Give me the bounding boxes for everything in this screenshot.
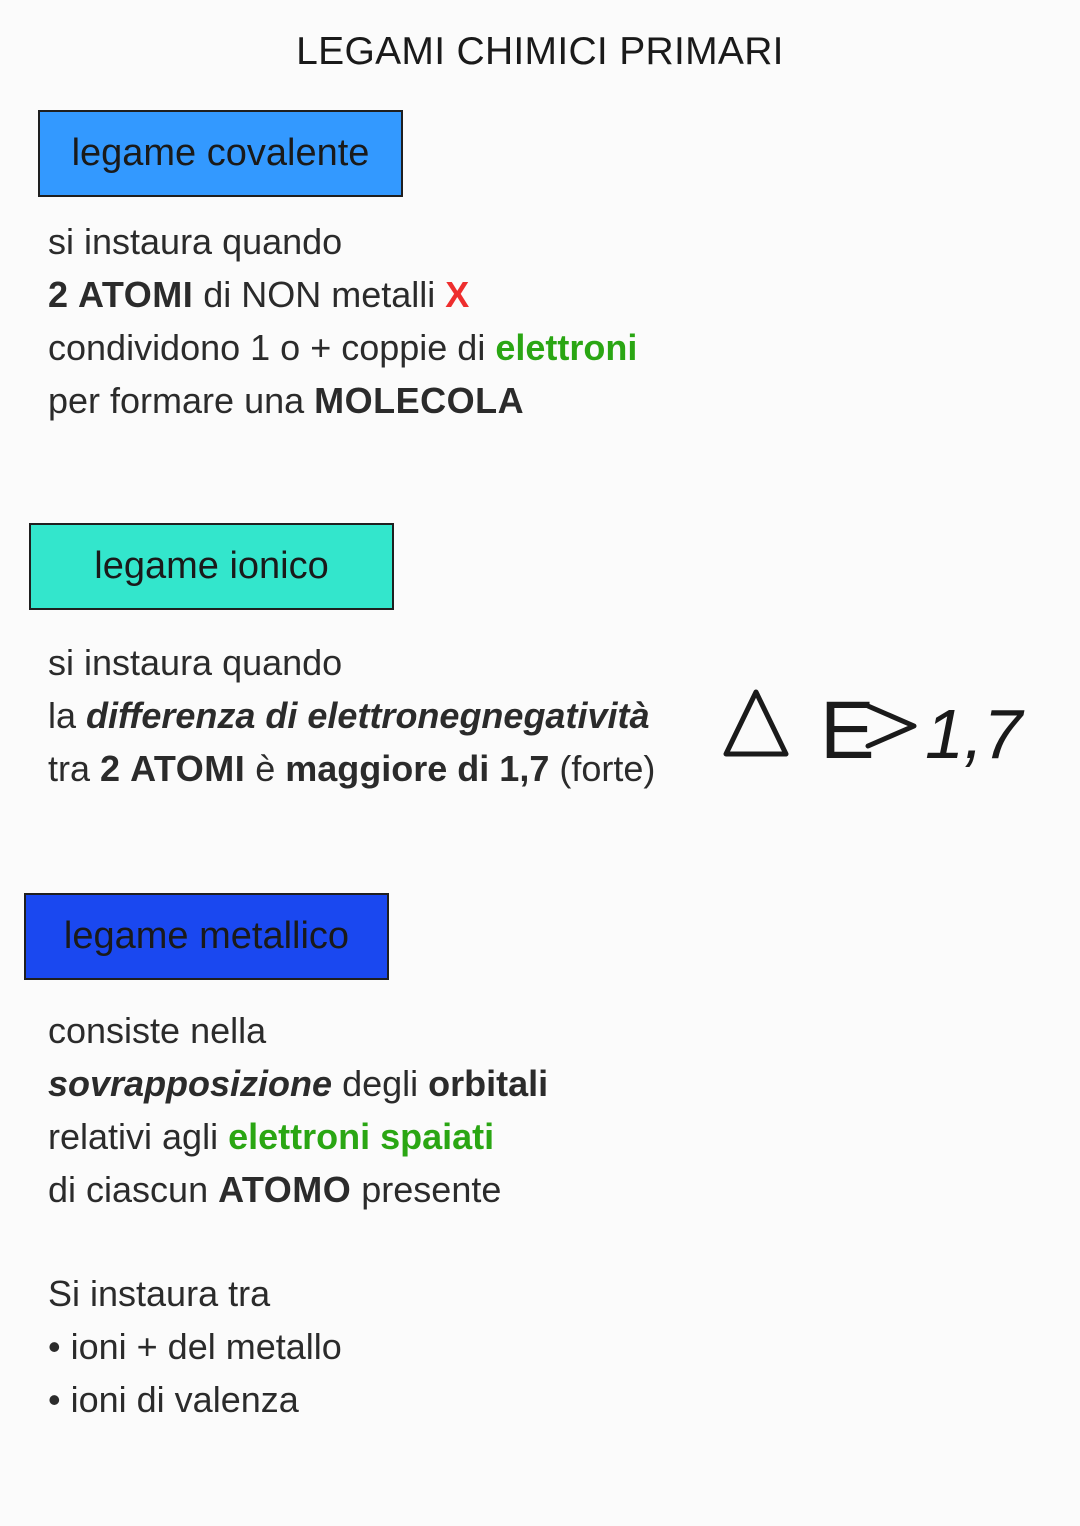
greater-than-sign bbox=[868, 706, 914, 746]
page-title: LEGAMI CHIMICI PRIMARI bbox=[296, 30, 784, 73]
metallico-atomo-label: ATOMO bbox=[218, 1169, 352, 1210]
ionico-line-3 bbox=[48, 742, 655, 795]
metallico-relativi-text: relativi agli bbox=[48, 1116, 229, 1157]
metallico-orbitali-highlight: orbitali bbox=[428, 1063, 549, 1104]
delta-triangle-icon bbox=[726, 692, 786, 754]
ionico-maggiore-highlight: maggiore di 1,7 bbox=[285, 748, 550, 789]
metallico-instaura-line: Si instaura tra bbox=[48, 1273, 271, 1314]
covalente-atom-count: 2 bbox=[48, 274, 69, 315]
metallico-line-1: consiste nella bbox=[48, 1010, 267, 1051]
covalente-molecola-label: MOLECOLA bbox=[314, 380, 525, 421]
covalente-line-4 bbox=[48, 374, 637, 427]
ionico-e-text: è bbox=[245, 748, 286, 789]
ionico-forte-text: (forte) bbox=[549, 748, 656, 789]
covalente-atomi-label: ATOMI bbox=[78, 274, 194, 315]
ionico-line-1: si instaura quando bbox=[48, 642, 343, 683]
red-x-mark: X bbox=[445, 274, 470, 315]
covalente-formare-text: per formare una bbox=[48, 380, 315, 421]
covalente-line-1: si instaura quando bbox=[48, 221, 343, 262]
formula-value: 1,7 bbox=[925, 695, 1023, 773]
ionico-line-2 bbox=[48, 689, 655, 742]
metallico-sovrapposizione-highlight: sovrapposizione bbox=[48, 1063, 333, 1104]
metallico-description bbox=[48, 1004, 548, 1216]
list-item: • ioni + del metallo bbox=[48, 1326, 342, 1367]
ionico-la-text: la bbox=[48, 695, 87, 736]
covalente-line-2 bbox=[48, 268, 637, 321]
metallico-line-2 bbox=[48, 1057, 548, 1110]
covalente-coppie-text: condividono 1 o + coppie di bbox=[48, 327, 496, 368]
metallico-ciascun-text: di ciascun bbox=[48, 1169, 219, 1210]
covalente-elettroni-highlight: elettroni bbox=[495, 327, 638, 368]
covalente-description bbox=[48, 215, 637, 427]
ionico-tra-text: tra bbox=[48, 748, 101, 789]
metallico-presente-text: presente bbox=[351, 1169, 502, 1210]
heading-legame-covalente: legame covalente bbox=[38, 110, 403, 197]
ionico-atom-count: 2 bbox=[100, 748, 121, 789]
delta-e-formula bbox=[720, 678, 1030, 778]
ionico-description bbox=[48, 636, 655, 795]
metallico-degli-text: degli bbox=[332, 1063, 429, 1104]
list-item: • ioni di valenza bbox=[48, 1379, 299, 1420]
metallico-line-3 bbox=[48, 1110, 548, 1163]
heading-legame-metallico: legame metallico bbox=[24, 893, 389, 980]
ionico-differenza-highlight: differenza di elettronegnegatività bbox=[86, 695, 650, 736]
heading-legame-ionico: legame ionico bbox=[29, 523, 394, 610]
covalente-line-3 bbox=[48, 321, 637, 374]
metallico-line-4 bbox=[48, 1163, 548, 1216]
metallico-instaura-block bbox=[48, 1267, 342, 1426]
formula-e-symbol: E bbox=[820, 685, 875, 776]
ionico-atomi-label: ATOMI bbox=[130, 748, 246, 789]
metallico-elettroni-spaiati-highlight: elettroni spaiati bbox=[228, 1116, 495, 1157]
covalente-non-metalli-text: di NON metalli bbox=[193, 274, 446, 315]
